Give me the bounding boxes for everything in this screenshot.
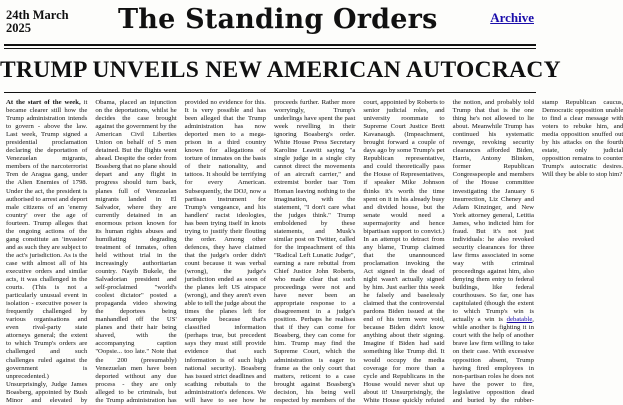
article-headline: TRUMP UNVEILS NEW AMERICAN AUTOCRACY (0, 57, 561, 83)
article-body (6, 99, 623, 405)
newspaper-title: The Standing Orders (118, 4, 438, 35)
masthead-rule-thin (4, 48, 536, 49)
archive-link[interactable]: Archive (490, 10, 534, 25)
article-text-part-1: it became clearer still how the Trump administration intends to govern - above the law. Last week, Trump signed a presidential proclamation declaring the deportation of Venezuelan migrants, members of the narcoterrorist Tren de Aragua gang, under the Alien Enemies of 1798. Under the act, the president is authorised to arrest and deport male citizens of an 'enemy country' over the age of fourteen. Trump alleges that the ongoing actions of the gang constitute an 'invasion' and as such they are subject to the act's jurisdiction. As is the case with almost all of his executive orders and similar acts, it was challenged in the courts. (This is not a particularly unusual event in isolation - executive power is frequently challenged by various organisations and even rival-party state attorneys general; the extent to which Trump's orders are challenged and such challenges ruled against the government is unprecedented.) Unsurprisingly, Judge James Boasberg, appointed by Bush Minor and elevated by Obama, placed an injunction on the deportations, whilst he decides the case brought against the government by the American Civil Liberties Union on behalf of 5 men detained. But the flights went ahead. Despite the order from Boasberg that no plane should depart and any flight in progress should turn back, planes full of Venezuelan migrants landed in El Salvador, where they are currently detained in an enormous prison known for its human rights abuses and humiliating degrading treatment of inmates, often held without trial in the increasingly authoritarian country. Nayib Bukele, the Salvadorian president and self-proclaimed "world's coolest dictator" posted a propaganda video showing the deportees being manhandled off the US' planes and their hair being shaved, with the accompanying caption "Oopsie... too late." Note that the 200 (presumably) Venezuelan men have been deported without any due process - they are only alleged to be criminals, but the Trump administration has provided no evidence for this. It is very possible and has been alleged that the Trump administration has now deported men to a mega-prison in a third country known for allegations of torture of inmates on the basis of their nationality, and tattoos. It should be terrifying for every American. Subsequently, the DOJ, now a partisan instrument for Trump's vengeance, and his handlers' racist ideologies, has been trying itself in knots trying to justify their flouting the order. Among other defences, they have claimed that the judge's order didn't count because it was verbal (wrong), the judge's jurisdiction ended as soon of the planes left US airspace (wrong), and they aren't even able to tell the judge about the times the planes left for example because that's classified information (perhaps true, but precedent says they must still provide evidence that such information is of such high national security). Boasberg has issued strict deadlines and scathing rebuttals to the administration's defences. We will have to see how he proceeds further. Rather more worryingly, Trump's underlings have spent the past week revelling in their ignoring Boasberg's order. White House Press Secretary Karoline Leavitt saying "a single judge in a single city cannot direct the movements of an aircraft carrier," and extremist border tsar Tom Homan leaving nothing to the imagination, with the statement, "I don't care what the judges think." Trump emboldened by these statements, and Musk's similar post on Twitter, called for the impeachment of this "Radical Left Lunatic Judge", earning a rare rebuttal from Chief Justice John Roberts, who made clear that such proceedings were not and have never been an appropriate response to a disagreement in a judge's position. Perhaps he realises that if they can come for Boasberg, they can come for him. Trump may find the Supreme Court, which the administration is eager to frame as the only court that matters, reticent to a case brought against Boasberg's decision, his being well respected by members of the court, appointed by Roberts to senior judicial roles, and university roommate to Supreme Court Justice Brett Kavanaugh. (Impeachment, brought forward a couple of days ago by some Trump's pet Republican representative, and could theoretically pass the House of Representatives, if speaker Mike Johnson thinks it's worth the time spent on it in his already busy and divided house, but the senate would need a supermajority and hence bipartisan support to convict.) In an attempt to detract from any blame, Trump claimed that the unannounced proclamation invoking the Act signed in the dead of night wasn't actually signed by him. Just earlier this week he falsely and baselessly claimed that the controversial pardons Biden issued at the end of his term were void, because Biden didn't know anything about their signing. Imagine if Biden had said something like Trump did. It would occupy the media coverage for more than a cycle and Republicans in the House would never shut up about it! Unsurprisingly, the White House quickly refuted the notion, and probably told Trump that that is the one thing he's not allowed to lie about. Meanwhile Trump has continued his systematic revenge, revoking security clearances afforded Biden, Harris, Antony Blinken, former Republican Congresspeople and members of the House committee investigating the January 6 insurrection, Liz Cheney and Adam Kinzinger, and New York attorney general, Letitia James, who indicted him for fraud. But it's not just individuals: he also revoked security clearances for three law firms associated in some way with criminal proceedings against him, also denying them entry to federal buildings, like federal courthouses. So far, one has capitulated (though the extent to which Trump's win is actually a win is (6, 99, 534, 404)
issue-date: 24th March 2025 (6, 8, 69, 35)
masthead (0, 0, 540, 40)
article-lead: At the start of the week, (6, 99, 81, 106)
article-paragraph (6, 99, 623, 405)
headline-rule (4, 92, 536, 93)
article-text-part-2: , while another is fighting it in court with the help of another brave law firm willing to take on their case. With excessive opposition absent, Trump having fired employees in non-partisan roles he does not have the power to fire, legislative opposition dead and buried by the rubber-stamp Republican caucus, Democratic opposition unable to find a clear message with voters to rebuke him, and media opposition snuffed out by his attacks on the fourth estate, only judicial opposition remains to counter Trump's autocratic desires. Will they be able to stop him? (452, 99, 623, 404)
masthead-rule-thick (4, 44, 536, 46)
debatable-link[interactable]: debatable (506, 316, 533, 324)
